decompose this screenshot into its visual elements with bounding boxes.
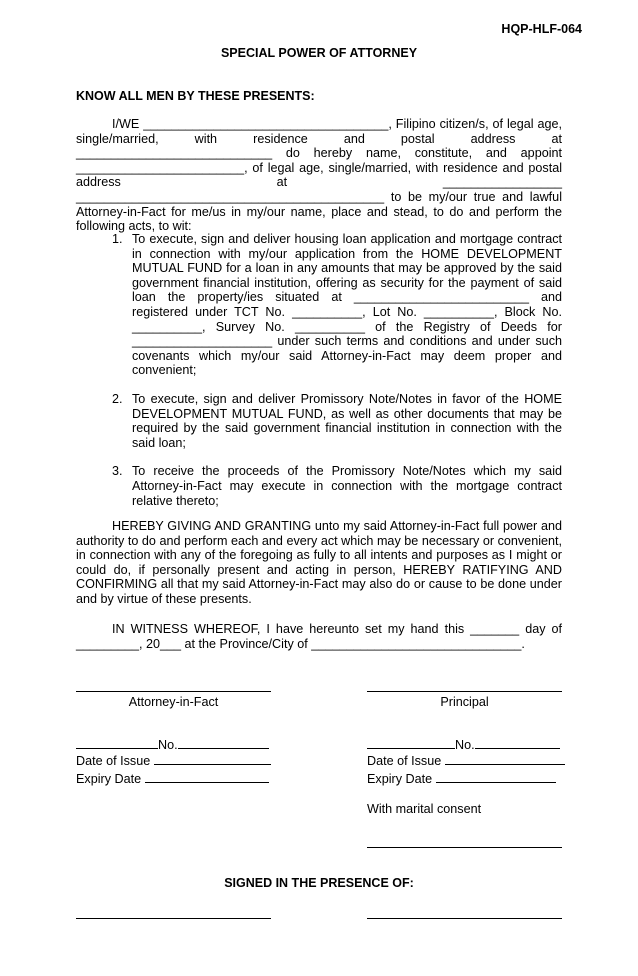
- principal-id-number-blank[interactable]: [475, 737, 560, 749]
- principal-expiry-blank[interactable]: [436, 771, 556, 783]
- attorney-date-issue-row: [76, 753, 271, 769]
- date-issue-label: Date of Issue: [367, 754, 442, 768]
- attorney-date-issue-blank[interactable]: [154, 753, 271, 765]
- attorney-expiry-blank[interactable]: [145, 771, 269, 783]
- attorney-id-type-blank[interactable]: [76, 737, 158, 749]
- principal-id-type-blank[interactable]: [367, 737, 455, 749]
- heading-know-all-men: KNOW ALL MEN BY THESE PRESENTS:: [76, 89, 315, 103]
- principal-signature-line[interactable]: [367, 691, 562, 692]
- expiry-label: Expiry Date: [76, 772, 142, 786]
- principal-expiry-row: [367, 771, 556, 787]
- form-code: HQP-HLF-064: [501, 22, 582, 36]
- intro-paragraph: [76, 117, 562, 234]
- attorney-id-number-blank[interactable]: [178, 737, 269, 749]
- act-item: [76, 464, 562, 508]
- principal-date-issue-blank[interactable]: [445, 753, 565, 765]
- principal-id-row: [367, 737, 560, 753]
- principal-date-issue-row: [367, 753, 565, 769]
- attorney-id-row: [76, 737, 269, 753]
- act-number: 2.: [112, 391, 123, 406]
- no-label: No.: [455, 738, 475, 752]
- attorney-expiry-row: [76, 771, 269, 787]
- act-number: 1.: [112, 232, 123, 246]
- attorney-label: Attorney-in-Fact: [128, 695, 219, 709]
- witness-2-signature-line[interactable]: [367, 918, 562, 919]
- date-issue-label: Date of Issue: [76, 754, 151, 768]
- hereby-paragraph: [76, 519, 562, 607]
- act-text: To execute, sign and deliver housing loan application and mortgage contract in connection with my/our application from the HOME DEVELOPMENT MUTUAL FUND for a loan in any amounts that may be approved by the said government financial institution, offering as security for the payment of said loan the property/ies situated at _________________________ and registered under TCT No. __________, Lot No. __________, Block No. __________, Survey No. __________ of the Registry of Deeds for ____________________ under such terms and conditions and under such covenants which my/our said Attorney-in-Fact may deem proper and convenient;: [132, 232, 562, 378]
- presence-heading: SIGNED IN THE PRESENCE OF:: [224, 876, 414, 890]
- no-label: No.: [158, 738, 178, 752]
- acts-list: [76, 232, 562, 522]
- witness-paragraph: [76, 622, 562, 651]
- marital-consent-label: With marital consent: [367, 802, 482, 816]
- hereby-text: HEREBY GIVING AND GRANTING unto my said Attorney-in-Fact full power and authority to do and perform each and every act which may be necessary or convenient, in connection with any of the foregoing as fully to all intents and purposes as I might or could do, if personally present and acting in person, HEREBY RATIFYING AND CONFIRMING all that my said Attorney-in-Fact may also do or cause to be done under and by virtue of these presents.: [76, 519, 562, 606]
- act-text: To execute, sign and deliver Promissory Note/Notes in favor of the HOME DEVELOPMENT MUTUAL FUND, as well as other documents that may be required by the said government financial institution in connection with the said loan;: [132, 391, 562, 450]
- act-item: [76, 232, 562, 378]
- witness-1-signature-line[interactable]: [76, 918, 271, 919]
- act-item: [76, 392, 562, 450]
- document-title: SPECIAL POWER OF ATTORNEY: [220, 46, 418, 60]
- attorney-signature-line[interactable]: [76, 691, 271, 692]
- witness-text: IN WITNESS WHEREOF, I have hereunto set my hand this _______ day of _________, 20___ at the Province/City of ______________________________.: [76, 622, 562, 651]
- principal-label: Principal: [440, 695, 489, 709]
- expiry-label: Expiry Date: [367, 772, 433, 786]
- intro-text: I/WE ___________________________________, Filipino citizen/s, of legal age, single/married, with residence and postal address at ____________________________ do hereby name, constitute, and appoint ________________________, of legal age, single/married, with residence and postal address at _________________ ____________________________________________ to be my/our true and lawful Attorney-in-Fact for me/us in my/our name, place and stead, to do and perform the following acts, to wit:: [76, 117, 562, 234]
- act-number: 3.: [112, 464, 123, 479]
- act-text: To receive the proceeds of the Promissory Note/Notes which my said Attorney-in-Fact may execute in connection with the mortgage contract relative thereto;: [132, 464, 562, 508]
- marital-consent-signature-line[interactable]: [367, 847, 562, 848]
